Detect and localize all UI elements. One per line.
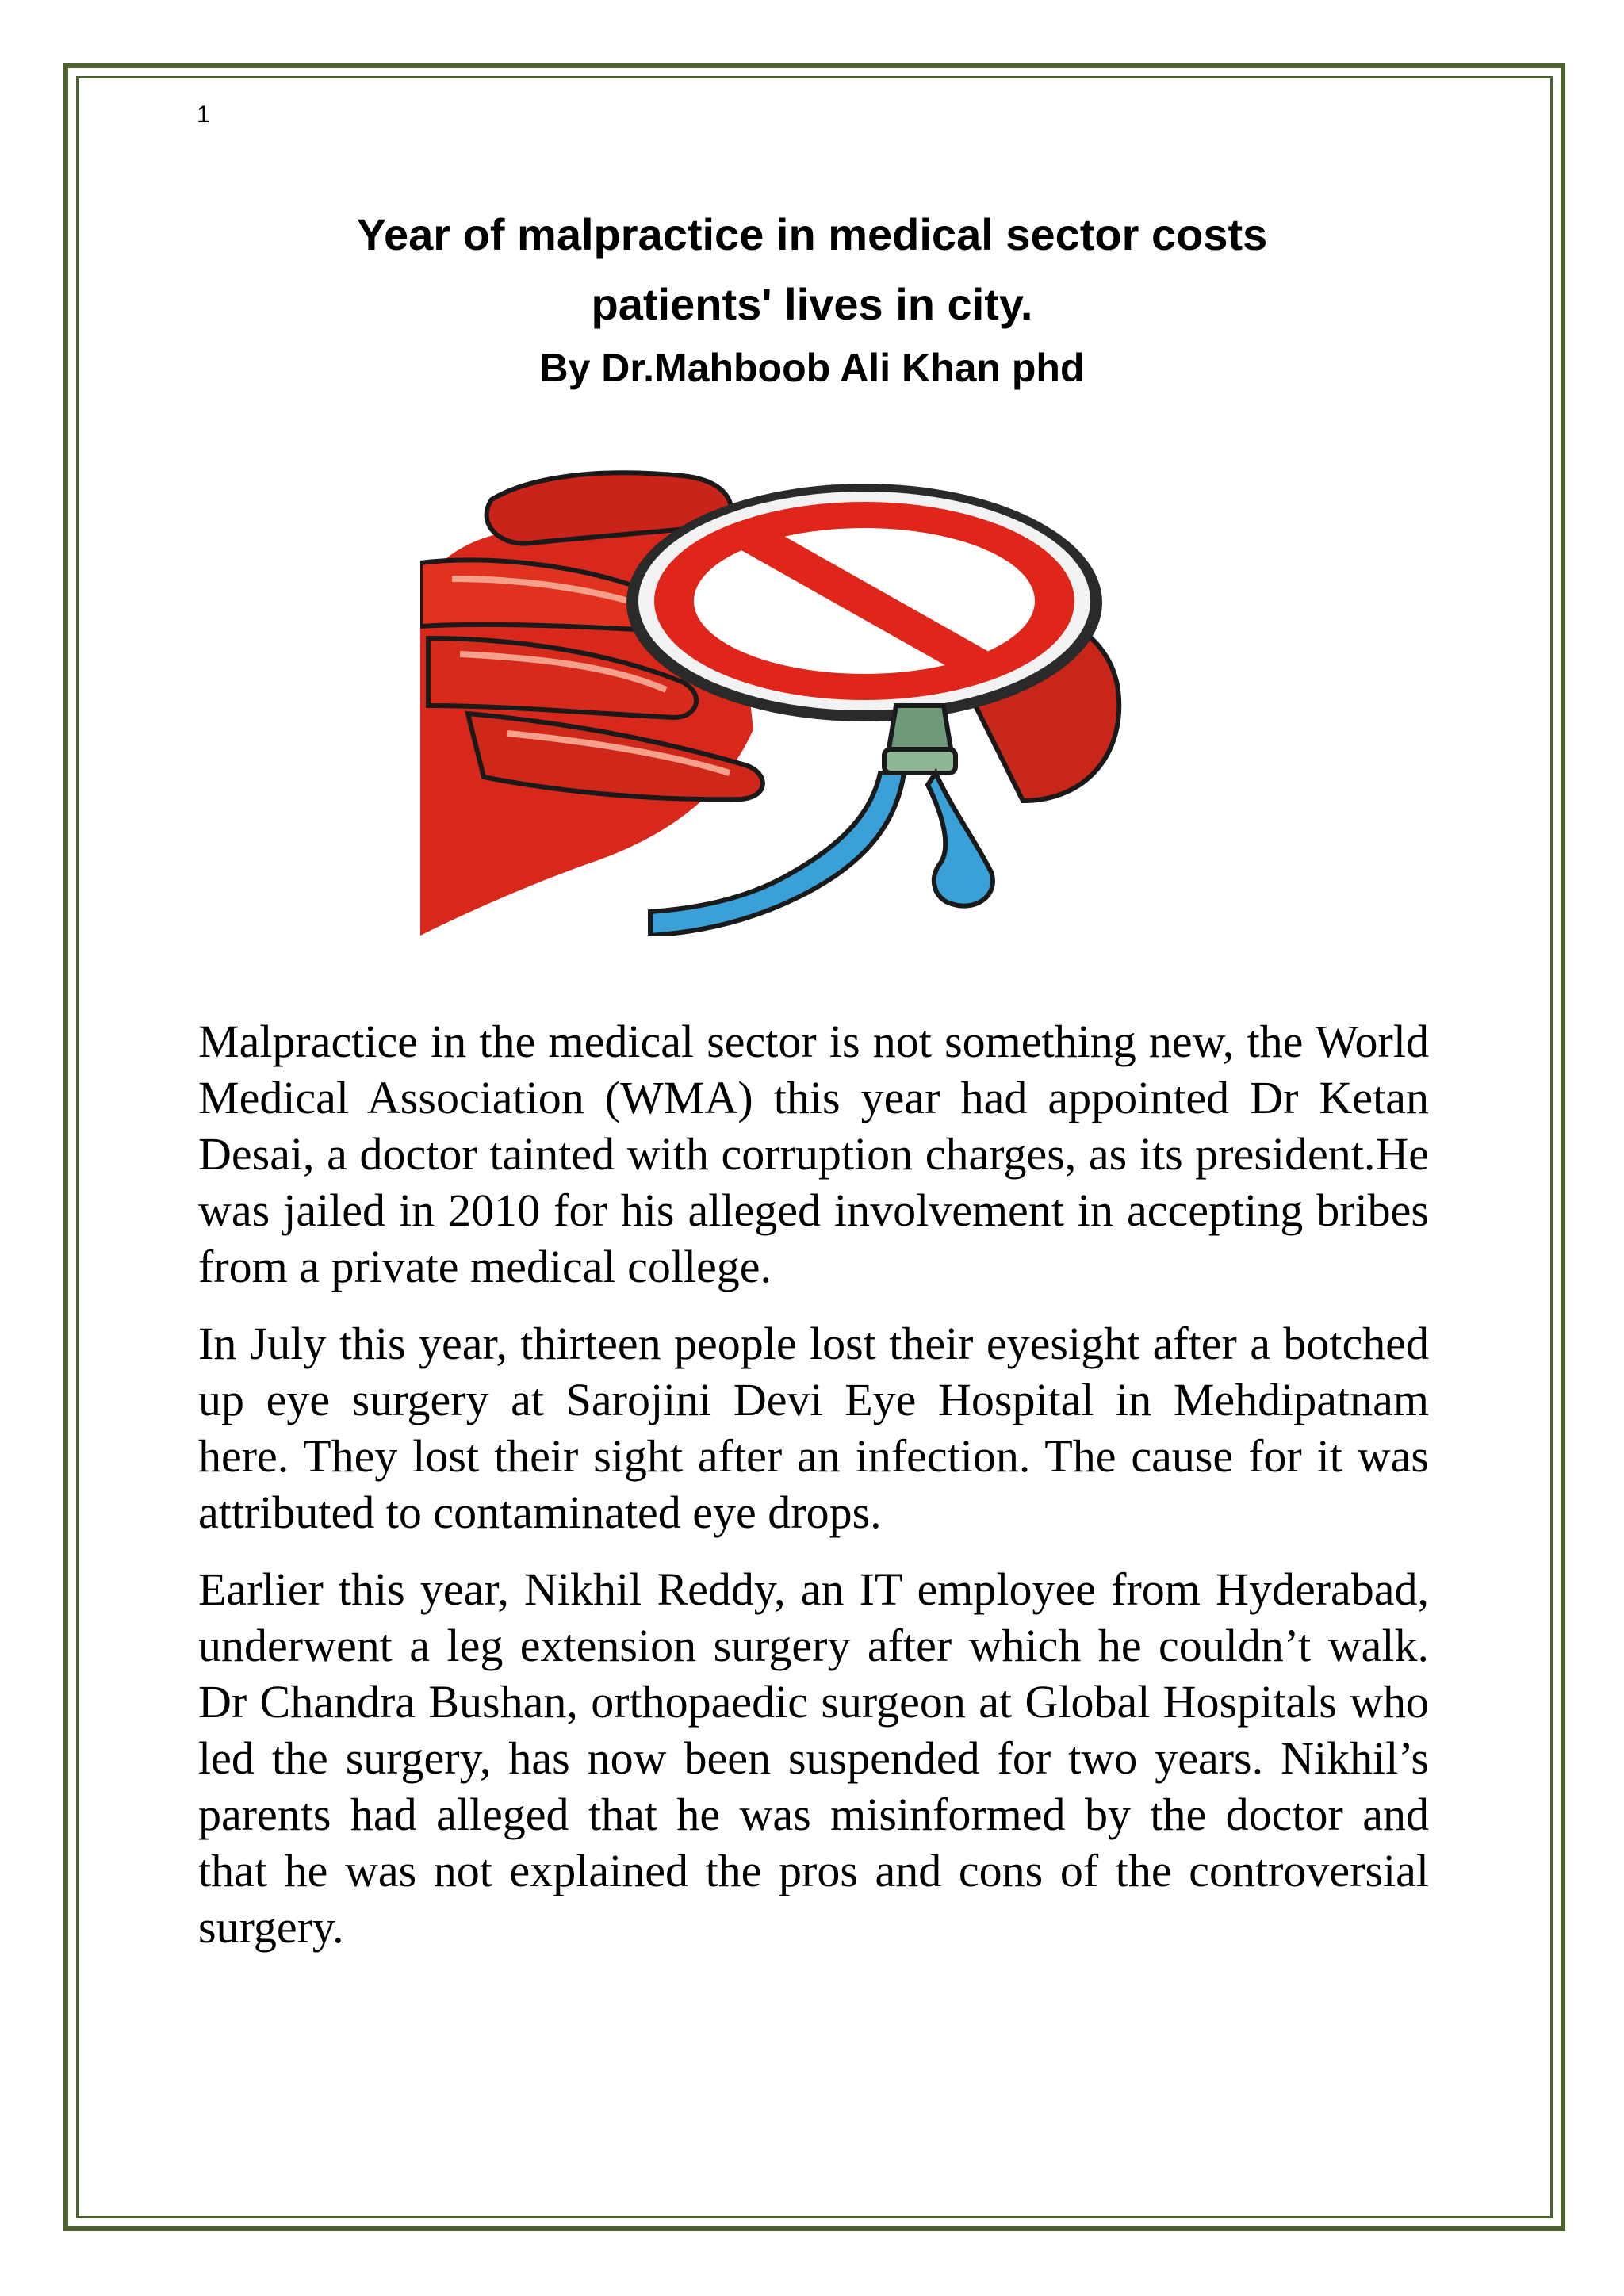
article-paragraph: Earlier this year, Nikhil Reddy, an IT employee from Hyderabad, underwent a leg extension surgery after which he couldn’t walk. Dr Chandra Bushan, orthopaedic surgeon at Global Hospitals who led the surgery, has now been suspended for two years. Nikhil’s parents had alleged that he was misinformed by the doctor and that he was not explained the pros and cons of the controversial surgery. — [198, 1563, 1429, 1953]
article-title-line-2: patients' lives in city. — [591, 279, 1033, 329]
article-title — [190, 200, 1434, 339]
article-body — [198, 1013, 1429, 1976]
page-number: 1 — [197, 101, 210, 128]
article-title-line-1: Year of malpractice in medical sector costs — [356, 209, 1268, 259]
stethoscope-prohibition-icon — [420, 468, 1189, 936]
article-paragraph: In July this year, thirteen people lost their eyesight after a botched up eye surgery at Sarojini Devi Eye Hospital in Mehdipatnam here. They lost their sight after an infection. The cause for it was attributed to contaminated eye drops. — [198, 1318, 1429, 1538]
article-byline: By Dr.Mahboob Ali Khan phd — [539, 346, 1085, 390]
stethoscope-connector — [888, 706, 952, 753]
article-paragraph: Malpractice in the medical sector is not something new, the World Medical Association (WMA) this year had appointed Dr Ketan Desai, a doctor tainted with corruption charges, as its president.He was jailed in 2010 for his alleged involvement in accepting bribes from a private medical college. — [198, 1016, 1429, 1292]
